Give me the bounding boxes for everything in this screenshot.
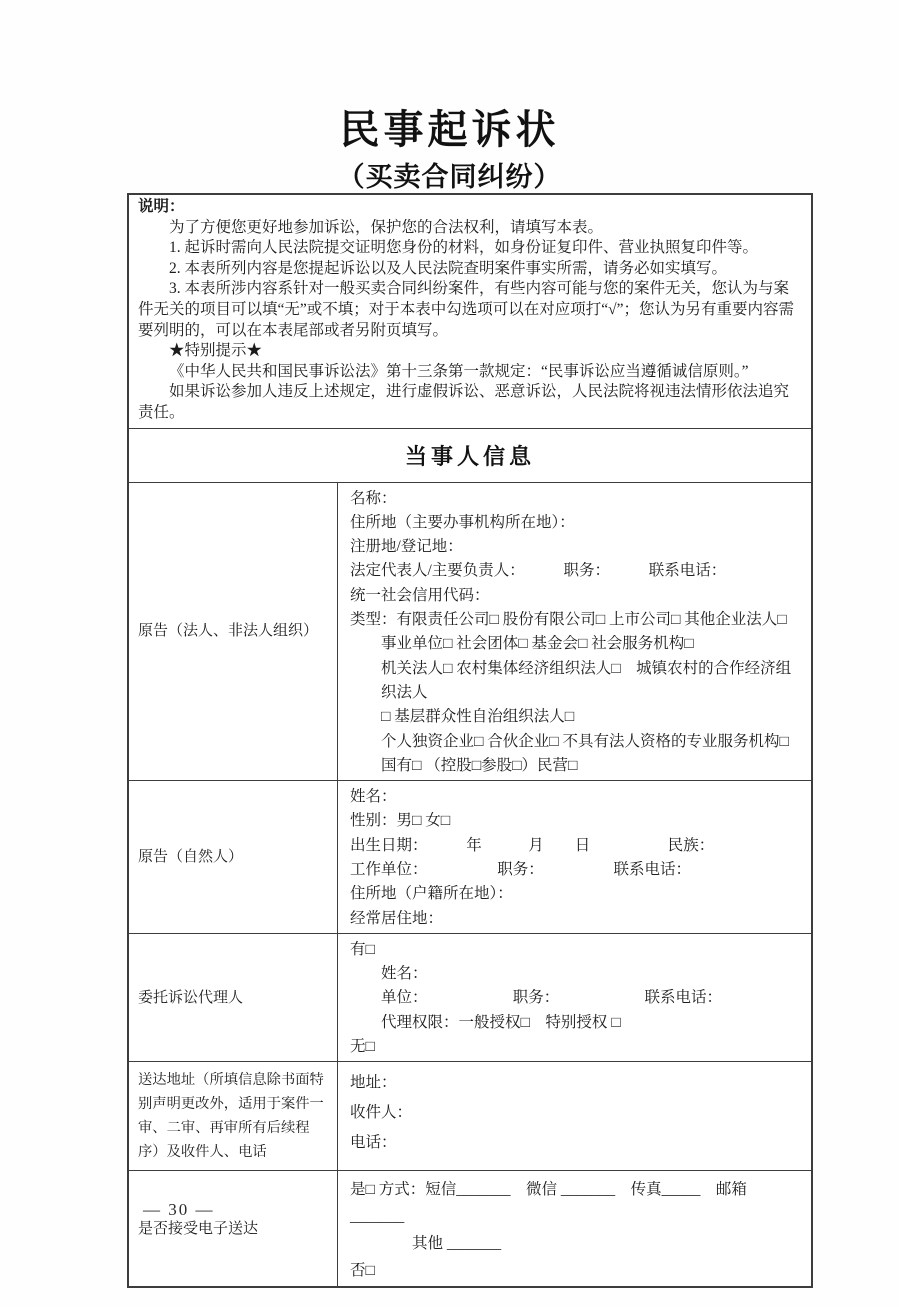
field-person-habitual-residence: 经常居住地：	[350, 909, 444, 927]
row-label-text: 委托诉讼代理人	[138, 989, 244, 1006]
field-agent-authority: 代理权限：一般授权□ 特别授权 □	[381, 1013, 621, 1031]
field-org-legal-representative: 法定代表人/主要负责人： 职务： 联系电话：	[350, 562, 727, 580]
electronic-service-fields	[338, 1171, 811, 1286]
field-agent-none-checkbox: 无□	[350, 1038, 375, 1056]
row-label-electronic-service	[129, 1171, 338, 1286]
field-service-phone: 电话：	[350, 1134, 397, 1152]
field-org-registered-address: 注册地/登记地：	[350, 538, 463, 556]
row-label-plaintiff-org	[129, 483, 338, 781]
field-eservice-no-checkbox: 否□	[350, 1262, 375, 1280]
instruction-line: 如果诉讼参加人违反上述规定，进行虚假诉讼、恶意诉讼，人民法院将视违法情形依法追究责任。	[138, 383, 790, 421]
field-person-name: 姓名：	[350, 788, 397, 806]
field-org-credit-code: 统一社会信用代码：	[350, 586, 490, 604]
row-label-plaintiff-person	[129, 781, 338, 933]
field-service-address: 地址：	[350, 1074, 397, 1092]
section-header-party-info: 当事人信息	[129, 429, 811, 483]
instruction-line: 为了方便您更好地参加诉讼，保护您的合法权利，请填写本表。	[169, 218, 604, 236]
service-address-fields	[338, 1062, 811, 1170]
field-org-type-line4: □ 基层群众性自治组织法人□	[381, 708, 575, 726]
field-org-domicile: 住所地（主要办事机构所在地）：	[350, 513, 575, 531]
field-agent-employer: 单位： 职务： 联系电话：	[381, 989, 723, 1007]
field-person-employer: 工作单位： 职务： 联系电话：	[350, 860, 692, 878]
row-label-litigation-agent	[129, 934, 338, 1061]
table-row-litigation-agent	[129, 934, 811, 1062]
field-person-birthdate-ethnicity: 出生日期： 年 月 日 民族：	[350, 836, 715, 854]
page-number: — 30 —	[143, 1200, 215, 1219]
field-agent-yes-checkbox: 有□	[350, 940, 375, 958]
plaintiff-person-fields	[338, 781, 811, 933]
field-org-type-line2: 事业单位□ 社会团体□ 基金会□ 社会服务机构□	[381, 635, 694, 653]
page-title: 民事起诉状	[339, 108, 560, 152]
row-label-text: 原告（法人、非法人组织）	[138, 623, 319, 640]
field-agent-name: 姓名：	[381, 965, 428, 983]
field-eservice-yes-methods: 是□ 方式：短信_______ 微信 _______ 传真_____ 邮箱_______	[350, 1181, 747, 1226]
instruction-line: 《中华人民共和国民事诉讼法》第十三条第一款规定：“民事诉讼应当遵循诚信原则。”	[169, 362, 749, 380]
complaint-form-table	[127, 193, 813, 1288]
row-label-text: 是否接受电子送达	[138, 1220, 259, 1237]
row-label-service-address	[129, 1062, 338, 1170]
row-label-text: 送达地址（所填信息除书面特别声明更改外，适用于案件一审、二审、再审所有后续程序）及收件人、电话	[138, 1072, 324, 1161]
field-person-domicile: 住所地（户籍所在地）：	[350, 885, 513, 903]
instructions-heading: 说明：	[138, 198, 185, 215]
litigation-agent-fields	[338, 934, 811, 1061]
page-subtitle: （买卖合同纠纷）	[337, 162, 562, 192]
field-eservice-other: 其他 _______	[412, 1235, 502, 1253]
table-row-plaintiff-person	[129, 781, 811, 934]
table-row-service-address	[129, 1062, 811, 1171]
instruction-line: 2. 本表所列内容是您提起诉讼以及人民法院查明案件事实所需，请务必如实填写。	[169, 259, 728, 277]
field-org-type-line3: 机关法人□ 农村集体经济组织法人□ 城镇农村的合作经济组织法人	[381, 659, 792, 701]
instructions-section	[129, 195, 811, 429]
field-org-name: 名称：	[350, 489, 397, 507]
field-org-type-line5: 个人独资企业□ 合伙企业□ 不具有法人资格的专业服务机构□	[381, 732, 789, 750]
row-label-text: 原告（自然人）	[138, 848, 244, 865]
plaintiff-org-fields	[338, 483, 811, 781]
field-org-type-line1: 类型：有限责任公司□ 股份有限公司□ 上市公司□ 其他企业法人□	[350, 611, 787, 629]
special-note-heading: ★特别提示★	[169, 342, 263, 360]
field-org-type-line6: 国有□ （控股□参股□）民营□	[381, 756, 578, 774]
field-person-gender: 性别：男□ 女□	[350, 812, 451, 830]
instruction-line: 3. 本表所涉内容系针对一般买卖合同纠纷案件，有些内容可能与您的案件无关，您认为与案件无关的项目可以填“无”或不填；对于本表中勾选项可以在对应项打“√”；您认为另有重要内容需要列明的，可以在本表尾部或者另附页填写。	[138, 280, 795, 339]
table-row-plaintiff-org	[129, 483, 811, 782]
field-service-recipient: 收件人：	[350, 1104, 413, 1122]
table-row-electronic-service	[129, 1171, 811, 1286]
instruction-line: 1. 起诉时需向人民法院提交证明您身份的材料，如身份证复印件、营业执照复印件等。	[169, 239, 759, 257]
